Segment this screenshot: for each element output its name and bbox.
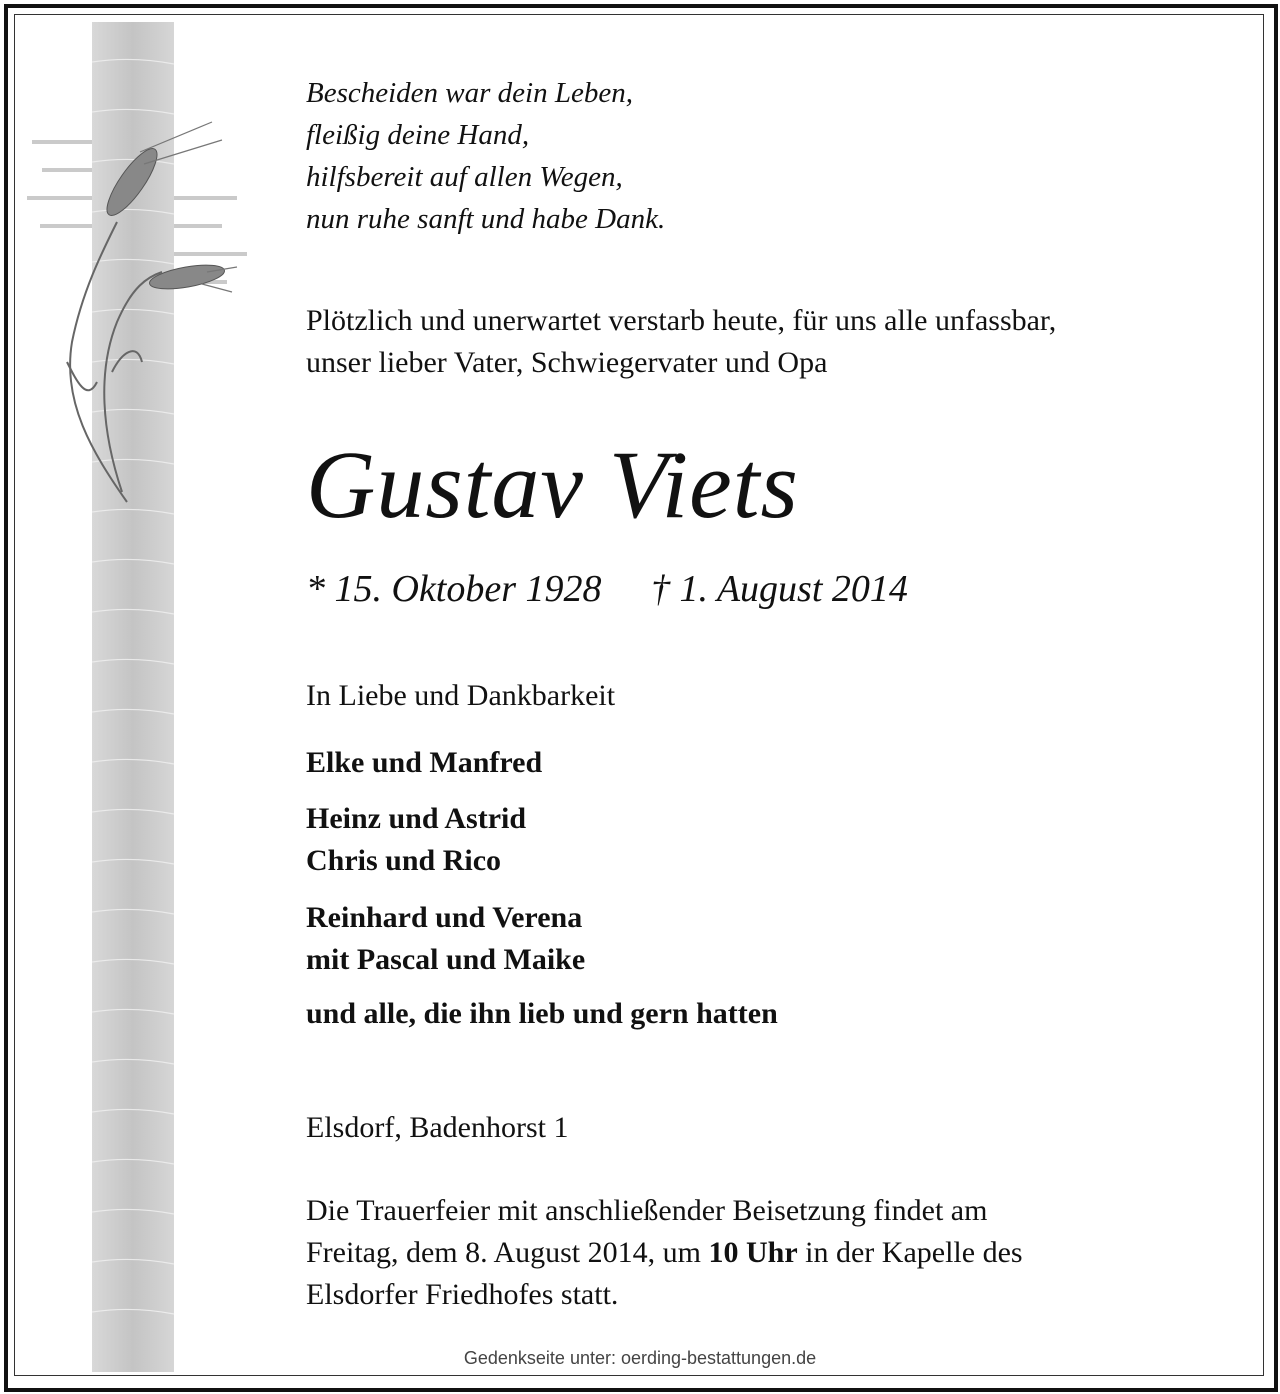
poem-line: nun ruhe sanft und habe Dank. xyxy=(306,203,666,235)
funeral-time: 10 Uhr xyxy=(708,1236,798,1269)
poem-line: hilfsbereit auf allen Wegen, xyxy=(306,161,623,193)
intro-text xyxy=(306,300,1056,384)
family-group xyxy=(306,798,526,882)
mourner-line: Chris und Rico xyxy=(306,844,502,877)
footer-link[interactable]: Gedenkseite unter: oerding-bestattungen.de xyxy=(463,1348,817,1368)
wheat-decoration-icon xyxy=(22,22,262,1372)
family-group xyxy=(306,993,778,1035)
family-group xyxy=(306,742,542,784)
address: Elsdorf, Badenhorst 1 xyxy=(306,1111,569,1144)
funeral-line xyxy=(306,1232,1023,1274)
funeral-line: Die Trauerfeier mit anschließender Beisetzung findet am xyxy=(306,1194,988,1227)
intro-line: Plötzlich und unerwartet verstarb heute, für uns alle unfassbar, xyxy=(306,304,1057,337)
intro-line: unser lieber Vater, Schwiegervater und Opa xyxy=(306,346,828,379)
mourner-line: Heinz und Astrid xyxy=(306,802,527,835)
birth-date: * 15. Oktober 1928 xyxy=(306,568,602,610)
funeral-notice xyxy=(306,1190,1023,1316)
family-group xyxy=(306,897,585,981)
poem-line: Bescheiden war dein Leben, xyxy=(306,77,633,109)
mourner-line: mit Pascal und Maike xyxy=(306,943,586,976)
deceased-name: Gustav Viets xyxy=(306,431,799,538)
mourner-line: und alle, die ihn lieb und gern hatten xyxy=(306,997,778,1030)
death-date: † 1. August 2014 xyxy=(651,568,908,610)
closing-phrase: In Liebe und Dankbarkeit xyxy=(306,679,616,712)
mourner-line: Elke und Manfred xyxy=(306,746,543,779)
funeral-line-text: in der Kapelle des xyxy=(797,1236,1023,1269)
life-dates xyxy=(306,565,908,613)
poem-line: fleißig deine Hand, xyxy=(306,119,530,151)
funeral-line: Elsdorfer Friedhofes statt. xyxy=(306,1278,619,1311)
funeral-line-text: Freitag, dem 8. August 2014, um xyxy=(306,1236,709,1269)
mourner-line: Reinhard und Verena xyxy=(306,901,583,934)
poem xyxy=(306,72,665,240)
